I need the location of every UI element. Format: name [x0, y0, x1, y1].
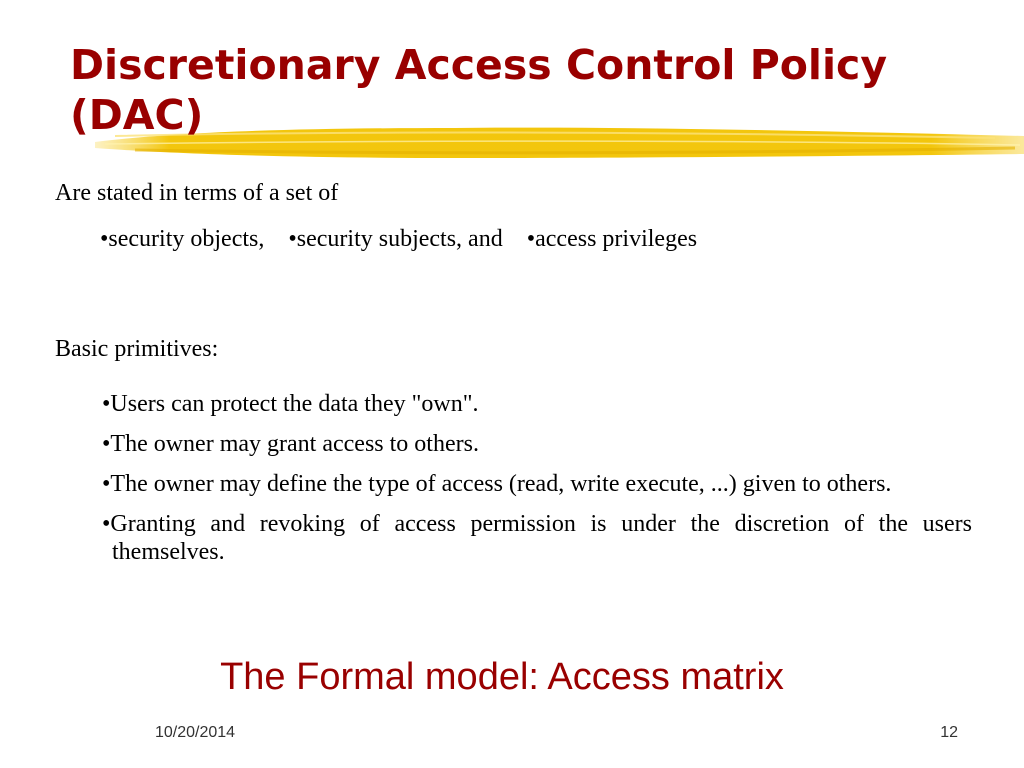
primitives-list — [102, 390, 972, 578]
primitive-item: •The owner may define the type of access (read, write execute, ...) given to others. — [102, 471, 892, 497]
intro-bullet-text: security objects, — [108, 226, 265, 252]
primitive-item: •The owner may grant access to others. — [102, 431, 479, 457]
formal-model-heading: The Formal model: Access matrix — [220, 656, 784, 698]
footer-date: 10/20/2014 — [155, 724, 236, 741]
intro-bullet: •security objects, — [100, 226, 265, 252]
intro-bullet-text: access privileges — [535, 226, 698, 252]
slide-title-line-2: (DAC) — [70, 91, 204, 139]
basic-primitives-heading: Basic primitives: — [55, 336, 219, 362]
intro-bullet-text: security subjects, and — [296, 226, 503, 252]
slide-title-line-1: Discretionary Access Control Policy — [70, 41, 888, 89]
footer-page-number: 12 — [940, 724, 958, 741]
primitive-item: •Users can protect the data they "own". — [102, 391, 479, 417]
primitive-item: •Granting and revoking of access permission is under the discretion of the users themselves. — [102, 511, 972, 565]
slide-title — [70, 40, 1010, 140]
intro-text: Are stated in terms of a set of — [55, 180, 339, 206]
intro-bullet-list — [100, 226, 715, 253]
primitive-text: Granting and revoking of access permission is under the discretion of the users themselves. — [110, 511, 972, 565]
primitive-text: Users can protect the data they "own". — [110, 391, 479, 417]
intro-bullet: •access privileges — [526, 226, 698, 252]
primitive-text: The owner may grant access to others. — [110, 431, 479, 457]
intro-bullet: •security subjects, and — [288, 226, 503, 252]
primitive-text: The owner may define the type of access (read, write execute, ...) given to others. — [110, 471, 892, 497]
